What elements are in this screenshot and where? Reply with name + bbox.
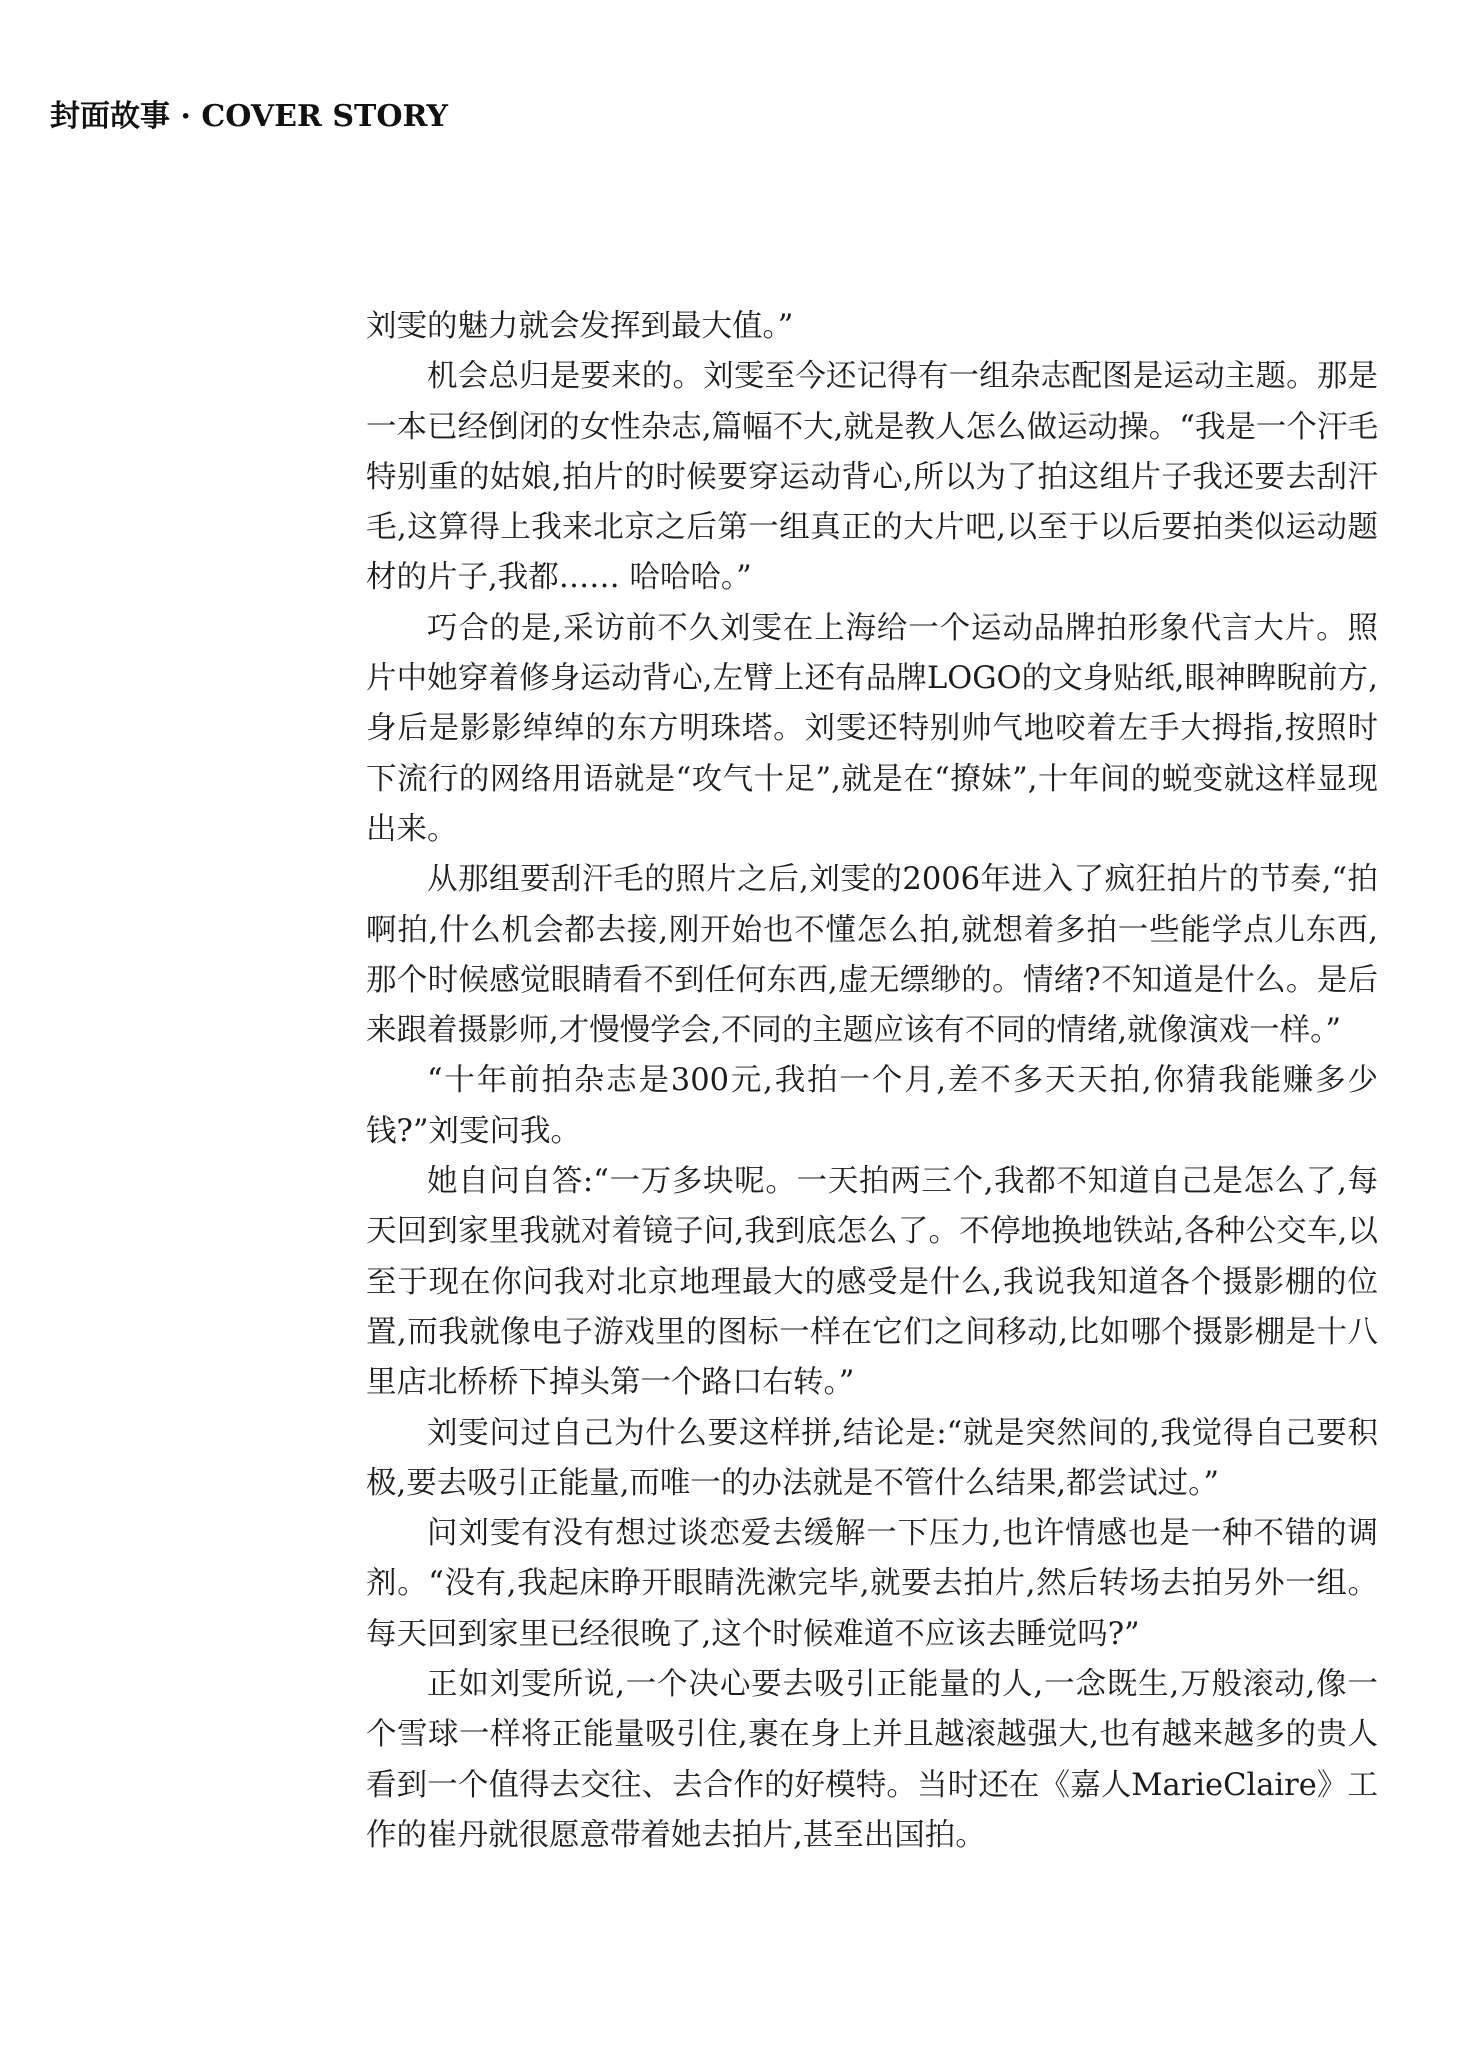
article-paragraph: 正如刘雯所说,一个决心要去吸引正能量的人,一念既生,万般滚动,像一个雪球一样将正能量吸引住,裹在身上并且越滚越强大,也有越来越多的贵人看到一个值得去交往、去合作的好模特。当时还在《嘉人MarieClaire》工作的崔丹就很愿意带着她去拍片,甚至出国拍。 [366,1667,1378,1853]
article-paragraph: 刘雯问过自己为什么要这样拼,结论是:“就是突然间的,我觉得自己要积极,要去吸引正能量,而唯一的办法就是不管什么结果,都尝试过。” [366,1415,1378,1501]
article-paragraph: 问刘雯有没有想过谈恋爱去缓解一下压力,也许情感也是一种不错的调剂。“没有,我起床睁开眼睛洗漱完毕,就要去拍片,然后转场去拍另外一组。每天回到家里已经很晚了,这个时候难道不应该去睡觉吗?” [366,1516,1378,1652]
article-paragraph: 机会总归是要来的。刘雯至今还记得有一组杂志配图是运动主题。那是一本已经倒闭的女性杂志,篇幅不大,就是教人怎么做运动操。“我是一个汗毛特别重的姑娘,拍片的时候要穿运动背心,所以为了拍这组片子我还要去刮汗毛,这算得上我来北京之后第一组真正的大片吧,以至于以后要拍类似运动题材的片子,我都…… 哈哈哈。” [366,359,1378,596]
article-paragraph: 她自问自答:“一万多块呢。一天拍两三个,我都不知道自己是怎么了,每天回到家里我就对着镜子问,我到底怎么了。不停地换地铁站,各种公交车,以至于现在你问我对北京地理最大的感受是什么,我说我知道各个摄影棚的位置,而我就像电子游戏里的图标一样在它们之间移动,比如哪个摄影棚是十八里店北桥桥下掉头第一个路口右转。” [366,1164,1378,1401]
section-header: 封面故事 · COVER STORY [50,99,448,134]
article-paragraph: 从那组要刮汗毛的照片之后,刘雯的2006年进入了疯狂拍片的节奏,“拍啊拍,什么机会都去接,刚开始也不懂怎么拍,就想着多拍一些能学点儿东西,那个时候感觉眼睛看不到任何东西,虚无缥缈的。情绪?不知道是什么。是后来跟着摄影师,才慢慢学会,不同的主题应该有不同的情绪,就像演戏一样。” [366,862,1378,1049]
article-paragraph: 巧合的是,采访前不久刘雯在上海给一个运动品牌拍形象代言大片。照片中她穿着修身运动背心,左臂上还有品牌LOGO的文身贴纸,眼神睥睨前方,身后是影影绰绰的东方明珠塔。刘雯还特别帅气地咬着左手大拇指,按照时下流行的网络用语就是“攻气十足”,就是在“撩妹”,十年间的蜕变就这样显现出来。 [366,610,1378,847]
article-body [366,302,1378,1861]
article-paragraph: 刘雯的魅力就会发挥到最大值。” [366,309,794,344]
article-paragraph: “十年前拍杂志是300元,我拍一个月,差不多天天拍,你猜我能赚多少钱?”刘雯问我。 [366,1063,1378,1149]
